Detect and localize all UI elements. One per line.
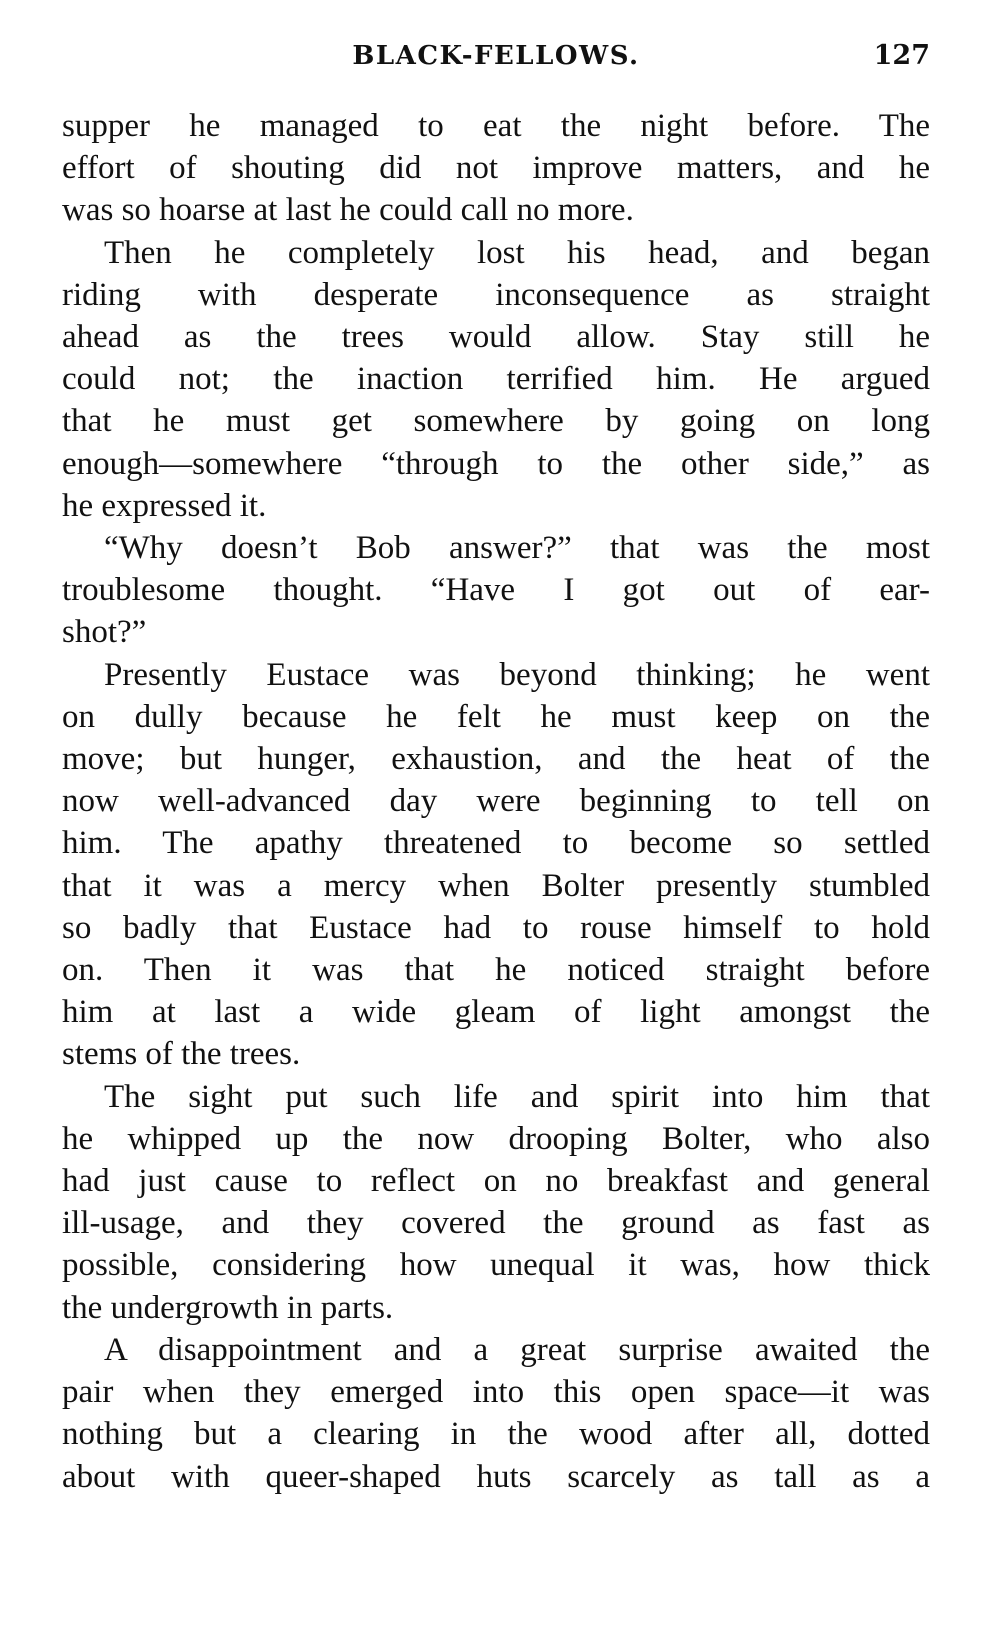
text-line: was so hoarse at last he could call no more. (62, 192, 634, 229)
text-line: on dully because he felt he must keep on the (62, 698, 930, 735)
text-line: now well-advanced day were beginning to tell on (62, 783, 930, 820)
text-line: stems of the trees. (62, 1036, 301, 1073)
text-line: him at last a wide gleam of light amongst the (62, 994, 930, 1031)
running-head (62, 34, 930, 78)
text-line: troublesome thought. “Have I got out of ear- (62, 572, 930, 609)
text-line: had just cause to reflect on no breakfast and general (62, 1163, 930, 1200)
text-line: him. The apathy threatened to become so settled (62, 825, 930, 862)
text-line: move; but hunger, exhaustion, and the heat of the (62, 741, 930, 778)
paragraph (62, 1329, 930, 1498)
text-line: he expressed it. (62, 487, 267, 524)
text-line: Then he completely lost his head, and began (104, 234, 930, 271)
text-line: enough—somewhere “through to the other side,” as (62, 445, 930, 482)
text-line: ill-usage, and they covered the ground as fast as (62, 1205, 930, 1242)
text-line: about with queer-shaped huts scarcely as tall as a (62, 1458, 930, 1495)
paragraph (62, 1076, 930, 1329)
text-line: “Why doesn’t Bob answer?” that was the most (104, 530, 930, 567)
paragraph (62, 527, 930, 654)
text-line: so badly that Eustace had to rouse himself to hold (62, 909, 930, 946)
text-line: supper he managed to eat the night before. The (62, 108, 930, 144)
text-line: The sight put such life and spirit into him that (104, 1078, 930, 1115)
text-line: effort of shouting did not improve matters, and he (62, 150, 930, 187)
paragraph (62, 232, 930, 527)
page-number: 127 (873, 40, 930, 71)
text-line: that it was a mercy when Bolter presently stumbled (62, 867, 930, 904)
paragraph (62, 654, 930, 1076)
text-line: pair when they emerged into this open space—it was (62, 1374, 930, 1411)
text-line: ahead as the trees would allow. Stay still he (62, 319, 930, 356)
text-line: Presently Eustace was beyond thinking; he went (104, 656, 930, 693)
text-line: shot?” (62, 614, 147, 651)
text-line: that he must get somewhere by going on long (62, 403, 930, 440)
text-line: on. Then it was that he noticed straight before (62, 952, 930, 989)
text-line: could not; the inaction terrified him. He argued (62, 361, 930, 398)
text-line: riding with desperate inconsequence as straight (62, 276, 930, 313)
text-line: the undergrowth in parts. (62, 1289, 394, 1326)
body-text (62, 105, 930, 1498)
running-title: BLACK-FELLOWS. (352, 41, 640, 71)
text-line: nothing but a clearing in the wood after all, dotted (62, 1416, 930, 1453)
text-line: possible, considering how unequal it was, how thick (62, 1247, 930, 1284)
text-line: he whipped up the now drooping Bolter, who also (62, 1120, 930, 1157)
paragraph (62, 105, 930, 232)
text-line: A disappointment and a great surprise awaited the (104, 1331, 930, 1368)
